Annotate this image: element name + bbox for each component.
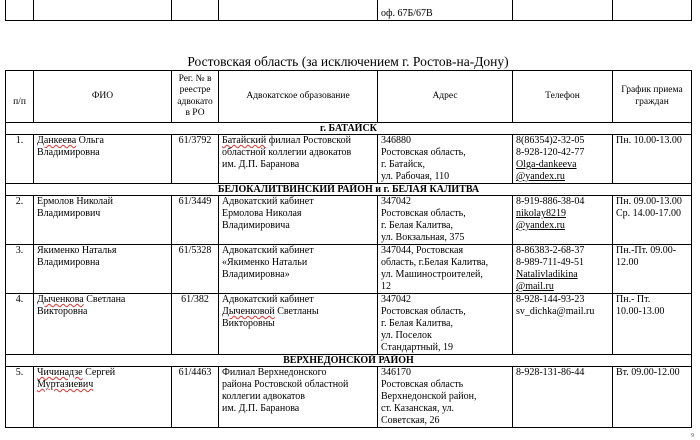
lawyer-name [34,135,172,184]
reception-schedule [613,196,692,245]
page-number: 9 [691,433,694,439]
law-office [219,294,378,355]
registry-number: 61/5328 [172,245,219,294]
cell-line: Владимировна [37,257,100,268]
cell-line: Владимировна» [222,269,290,280]
section-heading: БЕЛОКАЛИТВИНСКИЙ РАЙОН и г. БЕЛАЯ КАЛИТВА [6,184,692,196]
registry-number: 61/382 [172,294,219,355]
cell-line: Ростовская область, [381,306,466,317]
cell-line: ул. Рабочая, 110 [381,171,450,182]
cell-line: sv_dichka@mail.ru [516,306,595,317]
law-office [219,196,378,245]
section-row [6,355,692,367]
cell-line: 8(86354)2-32-05 [516,135,585,146]
section-heading: ВЕРХНЕДОНСКОЙ РАЙОН [6,355,692,367]
cell-line: Верхнедонской район, [381,391,477,402]
section-row [6,184,692,196]
cell-line: 346880 [381,135,411,146]
table-row [6,294,692,355]
reception-schedule [613,367,692,428]
cell-line: 12.00 [616,257,639,268]
cell-line: Советская, 26 [381,415,440,426]
row-number: 5. [6,367,34,428]
registry-number: 61/3449 [172,196,219,245]
cell-line: Адвокатский кабинет [222,196,314,207]
cell-line: Адвокатский кабинет [222,294,314,305]
cell-line: г. Белая Калитва, [381,318,453,329]
region-title: Ростовская область (за исключением г. Ростов-на-Дону) [187,54,509,69]
law-office [219,135,378,184]
cell-line: Адвокатский кабинет [222,245,314,256]
cell-line: 346170 [381,367,411,378]
law-office [219,367,378,428]
header-fio: ФИО [34,71,172,123]
cell-line: Чичинадзе Сергей [37,367,116,378]
cell-line: Владимирович [37,208,101,219]
cell-line: 8-928-144-93-23 [516,294,585,305]
cell-line: г. Батайск, [381,159,425,170]
phone-email [513,294,613,355]
header-addr: Адрес [378,71,513,123]
cell-line: Ростовская область, [381,208,466,219]
cell-line: Филиал Верхнедонского [222,367,327,378]
header-sched: График приема граждан [613,71,692,123]
cell-line: Natalivladikina [516,269,578,280]
cell-line: ул. Поселок [381,330,432,341]
reception-schedule [613,294,692,355]
section-row [6,123,692,135]
cell-line: Ермолова Николая [222,208,302,219]
lawyer-name [34,245,172,294]
cell-line: Стандартный, 19 [381,342,454,353]
office-cell: оф. 67Б/67В [378,0,513,21]
table-body [6,123,692,428]
cell-line: Батайский филиал Ростовской [222,135,351,146]
header-org: Адвокатское образование [219,71,378,123]
cell-line: область, г.Белая Калитва, [381,257,489,268]
row-number: 2. [6,196,34,245]
cell-line: @yandex.ru [516,220,565,231]
reception-schedule [613,135,692,184]
cell-line: 347044, Ростовская [381,245,464,256]
lawyer-name [34,367,172,428]
cell-line: Вт. 09.00-12.00 [616,367,680,378]
phone-email [513,196,613,245]
cell-line: Дыченковой Светланы [222,306,319,317]
cell-line: Якименко Наталья [37,245,117,256]
cell-line: 8-919-886-38-04 [516,196,585,207]
cell-line: коллегии адвокатов [222,391,305,402]
cell-line: 8-989-711-49-51 [516,257,584,268]
lawyer-name [34,294,172,355]
cell-line: района Ростовской областной [222,379,349,390]
lawyer-name [34,196,172,245]
cell-line: Владимировна [37,147,100,158]
cell-line: Викторовны [222,318,275,329]
cell-line: ул. Вокзальная, 375 [381,232,465,243]
cell-line: 8-86383-2-68-37 [516,245,585,256]
address [378,367,513,428]
cell-line: Дыченкова Светлана [37,294,126,305]
address [378,245,513,294]
cell-line: им. Д.П. Баранова [222,159,300,170]
cell-line: областной коллегии адвокатов [222,147,352,158]
cell-line: г. Белая Калитва, [381,220,453,231]
cell-line: Владимировича [222,220,290,231]
law-office [219,245,378,294]
cell-line: Пн.- Пт. [616,294,651,305]
cell-line: Ср. 14.00-17.00 [616,208,681,219]
cell-line: Ростовская область, [381,147,466,158]
row-number: 3. [6,245,34,294]
phone-email [513,135,613,184]
lawyers-table [5,70,692,428]
table-row [6,0,692,21]
cell-line: Данкеева Ольга [37,135,104,146]
address [378,294,513,355]
cell-line: Пн. 09.00-13.00 [616,196,682,207]
cell-line: Olga-dankeeva [516,159,577,170]
reception-schedule [613,245,692,294]
cell-line: @yandex.ru [516,171,565,182]
cell-line: 12 [381,281,391,292]
registry-number: 61/3792 [172,135,219,184]
registry-number: 61/4463 [172,367,219,428]
table-row [6,367,692,428]
cell-line: 8-928-120-42-77 [516,147,585,158]
address [378,135,513,184]
cell-line: Пн.-Пт. 09.00- [616,245,677,256]
header-reg: Рег. № в реестре адвокато в РО [172,71,219,123]
cell-line: 347042 [381,294,411,305]
header-row [6,71,692,123]
header-phone: Телефон [513,71,613,123]
cell-line: nikolay8219 [516,208,566,219]
table-row [6,196,692,245]
cell-line: им. Д.П. Баранова [222,403,300,414]
row-number: 4. [6,294,34,355]
table-row [6,245,692,294]
header-num: п/п [6,71,34,123]
previous-table-fragment [5,0,692,21]
cell-line: ст. Казанская, ул. [381,403,455,414]
cell-line: 8-928-131-86-44 [516,367,585,378]
table-row [6,135,692,184]
cell-line: Пн. 10.00-13.00 [616,135,682,146]
address [378,196,513,245]
cell-line: @mail.ru [516,281,554,292]
phone-email [513,245,613,294]
cell-line: 10.00-13.00 [616,306,665,317]
cell-line: 347042 [381,196,411,207]
cell-line: Ермолов Николай [37,196,113,207]
row-number: 1. [6,135,34,184]
section-heading: г. БАТАЙСК [6,123,692,135]
cell-line: Викторовна [37,306,88,317]
cell-line: ул. Машиностроителей, [381,269,483,280]
cell-line: «Якименко Натальи [222,257,308,268]
cell-line: Муртазиевич [37,379,94,390]
cell-line: Ростовская область [381,379,464,390]
phone-email [513,367,613,428]
